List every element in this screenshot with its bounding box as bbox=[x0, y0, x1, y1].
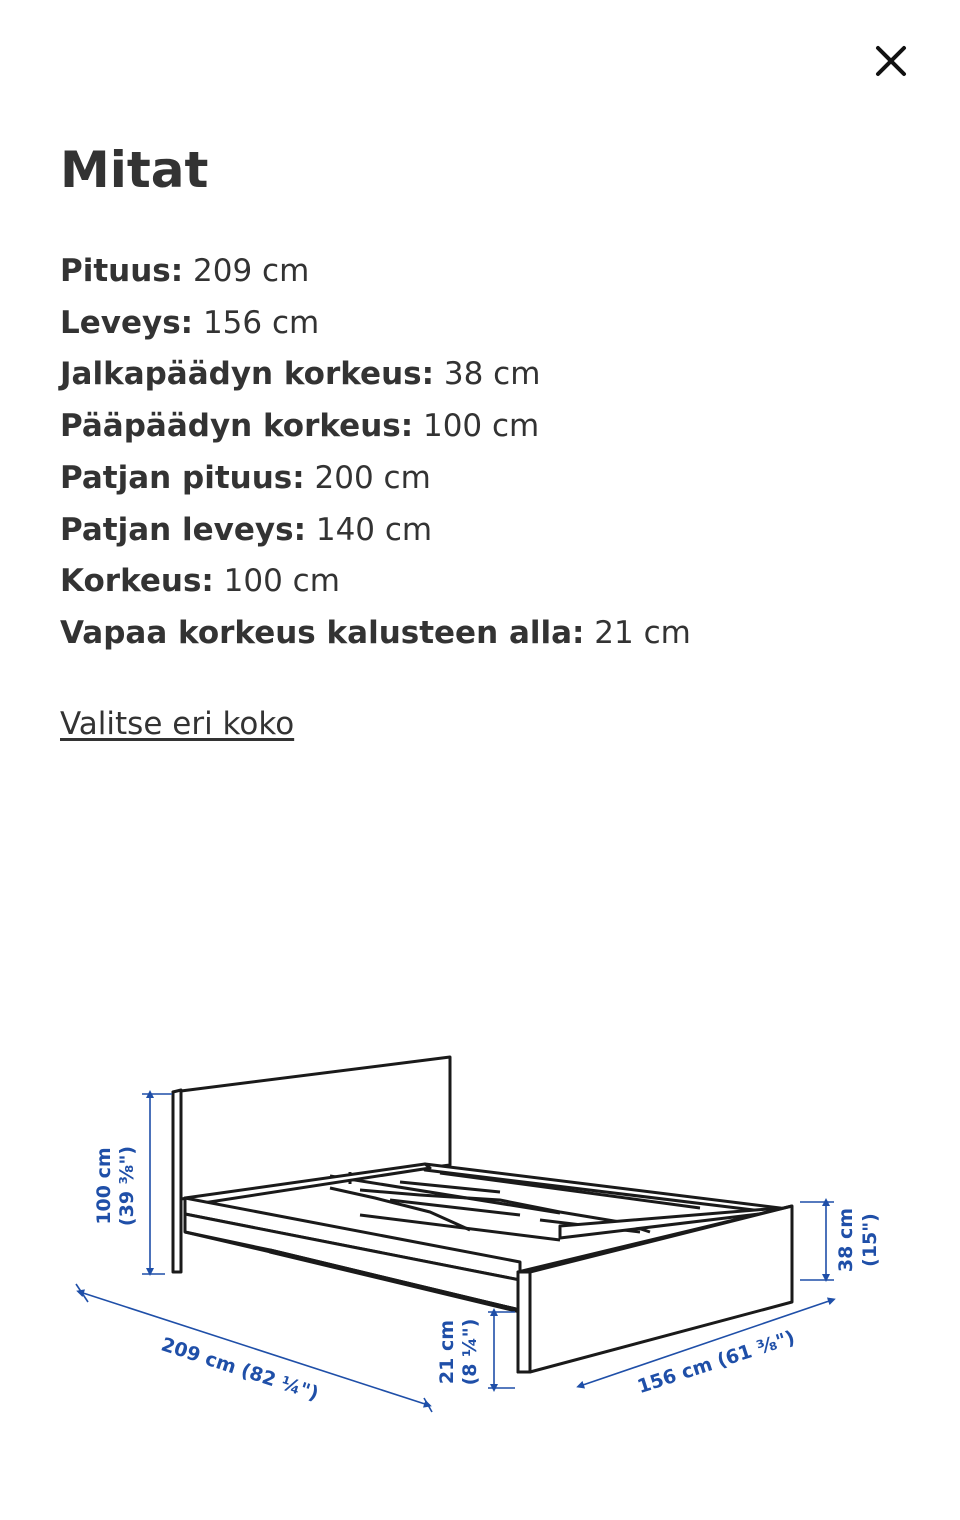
clearance-cm-label: 21 cm bbox=[436, 1319, 458, 1385]
dimension-footboard-height bbox=[60, 349, 691, 401]
dimension-height bbox=[60, 556, 691, 608]
dimension-value: 100 cm bbox=[422, 408, 540, 445]
select-size-link[interactable]: Valitse eri koko bbox=[60, 706, 295, 742]
dimension-length bbox=[60, 246, 691, 298]
dimension-value: 38 cm bbox=[443, 356, 541, 393]
dimension-label: Pääpäädyn korkeus: bbox=[60, 408, 414, 445]
bed-drawing bbox=[173, 1057, 792, 1372]
dimension-value: 140 cm bbox=[315, 511, 433, 548]
length-label: 209 cm (82 ¼") bbox=[158, 1333, 322, 1406]
dimension-value: 156 cm bbox=[202, 304, 320, 341]
dimension-mattress-width bbox=[60, 505, 691, 557]
dimension-width bbox=[60, 298, 691, 350]
dimension-label: Jalkapäädyn korkeus: bbox=[60, 356, 434, 393]
width-label: 156 cm (61 ³⁄₈") bbox=[634, 1326, 798, 1399]
headboard-height-cm-label: 100 cm bbox=[93, 1147, 115, 1225]
dimension-clearance bbox=[60, 608, 691, 660]
dimension-value: 209 cm bbox=[193, 253, 310, 289]
dimension-value: 200 cm bbox=[314, 459, 431, 496]
close-icon[interactable] bbox=[874, 44, 908, 78]
dimension-value: 21 cm bbox=[594, 614, 691, 651]
headboard-height-in-label: (39 ³⁄₈") bbox=[116, 1145, 138, 1227]
close-button[interactable] bbox=[866, 36, 916, 86]
dimensions-list bbox=[60, 246, 691, 660]
dimension-label: Patjan leveys: bbox=[60, 511, 306, 548]
dialog-title: Mitat bbox=[60, 141, 209, 199]
dimension-label: Patjan pituus: bbox=[60, 459, 305, 496]
dimension-label: Pituus: bbox=[60, 253, 184, 289]
footboard-height-cm-label: 38 cm bbox=[835, 1207, 857, 1273]
dimension-label: Vapaa korkeus kalusteen alla: bbox=[60, 614, 585, 651]
clearance-in-label: (8 ¼") bbox=[459, 1318, 481, 1386]
dimension-label: Leveys: bbox=[60, 304, 194, 341]
dimension-value: 100 cm bbox=[223, 563, 340, 600]
dimension-mattress-length bbox=[60, 453, 691, 505]
footboard-height-in-label: (15") bbox=[859, 1213, 881, 1267]
dimension-label: Korkeus: bbox=[60, 563, 214, 600]
bed-dimension-diagram bbox=[0, 1040, 960, 1480]
dimension-headboard-height bbox=[60, 401, 691, 453]
